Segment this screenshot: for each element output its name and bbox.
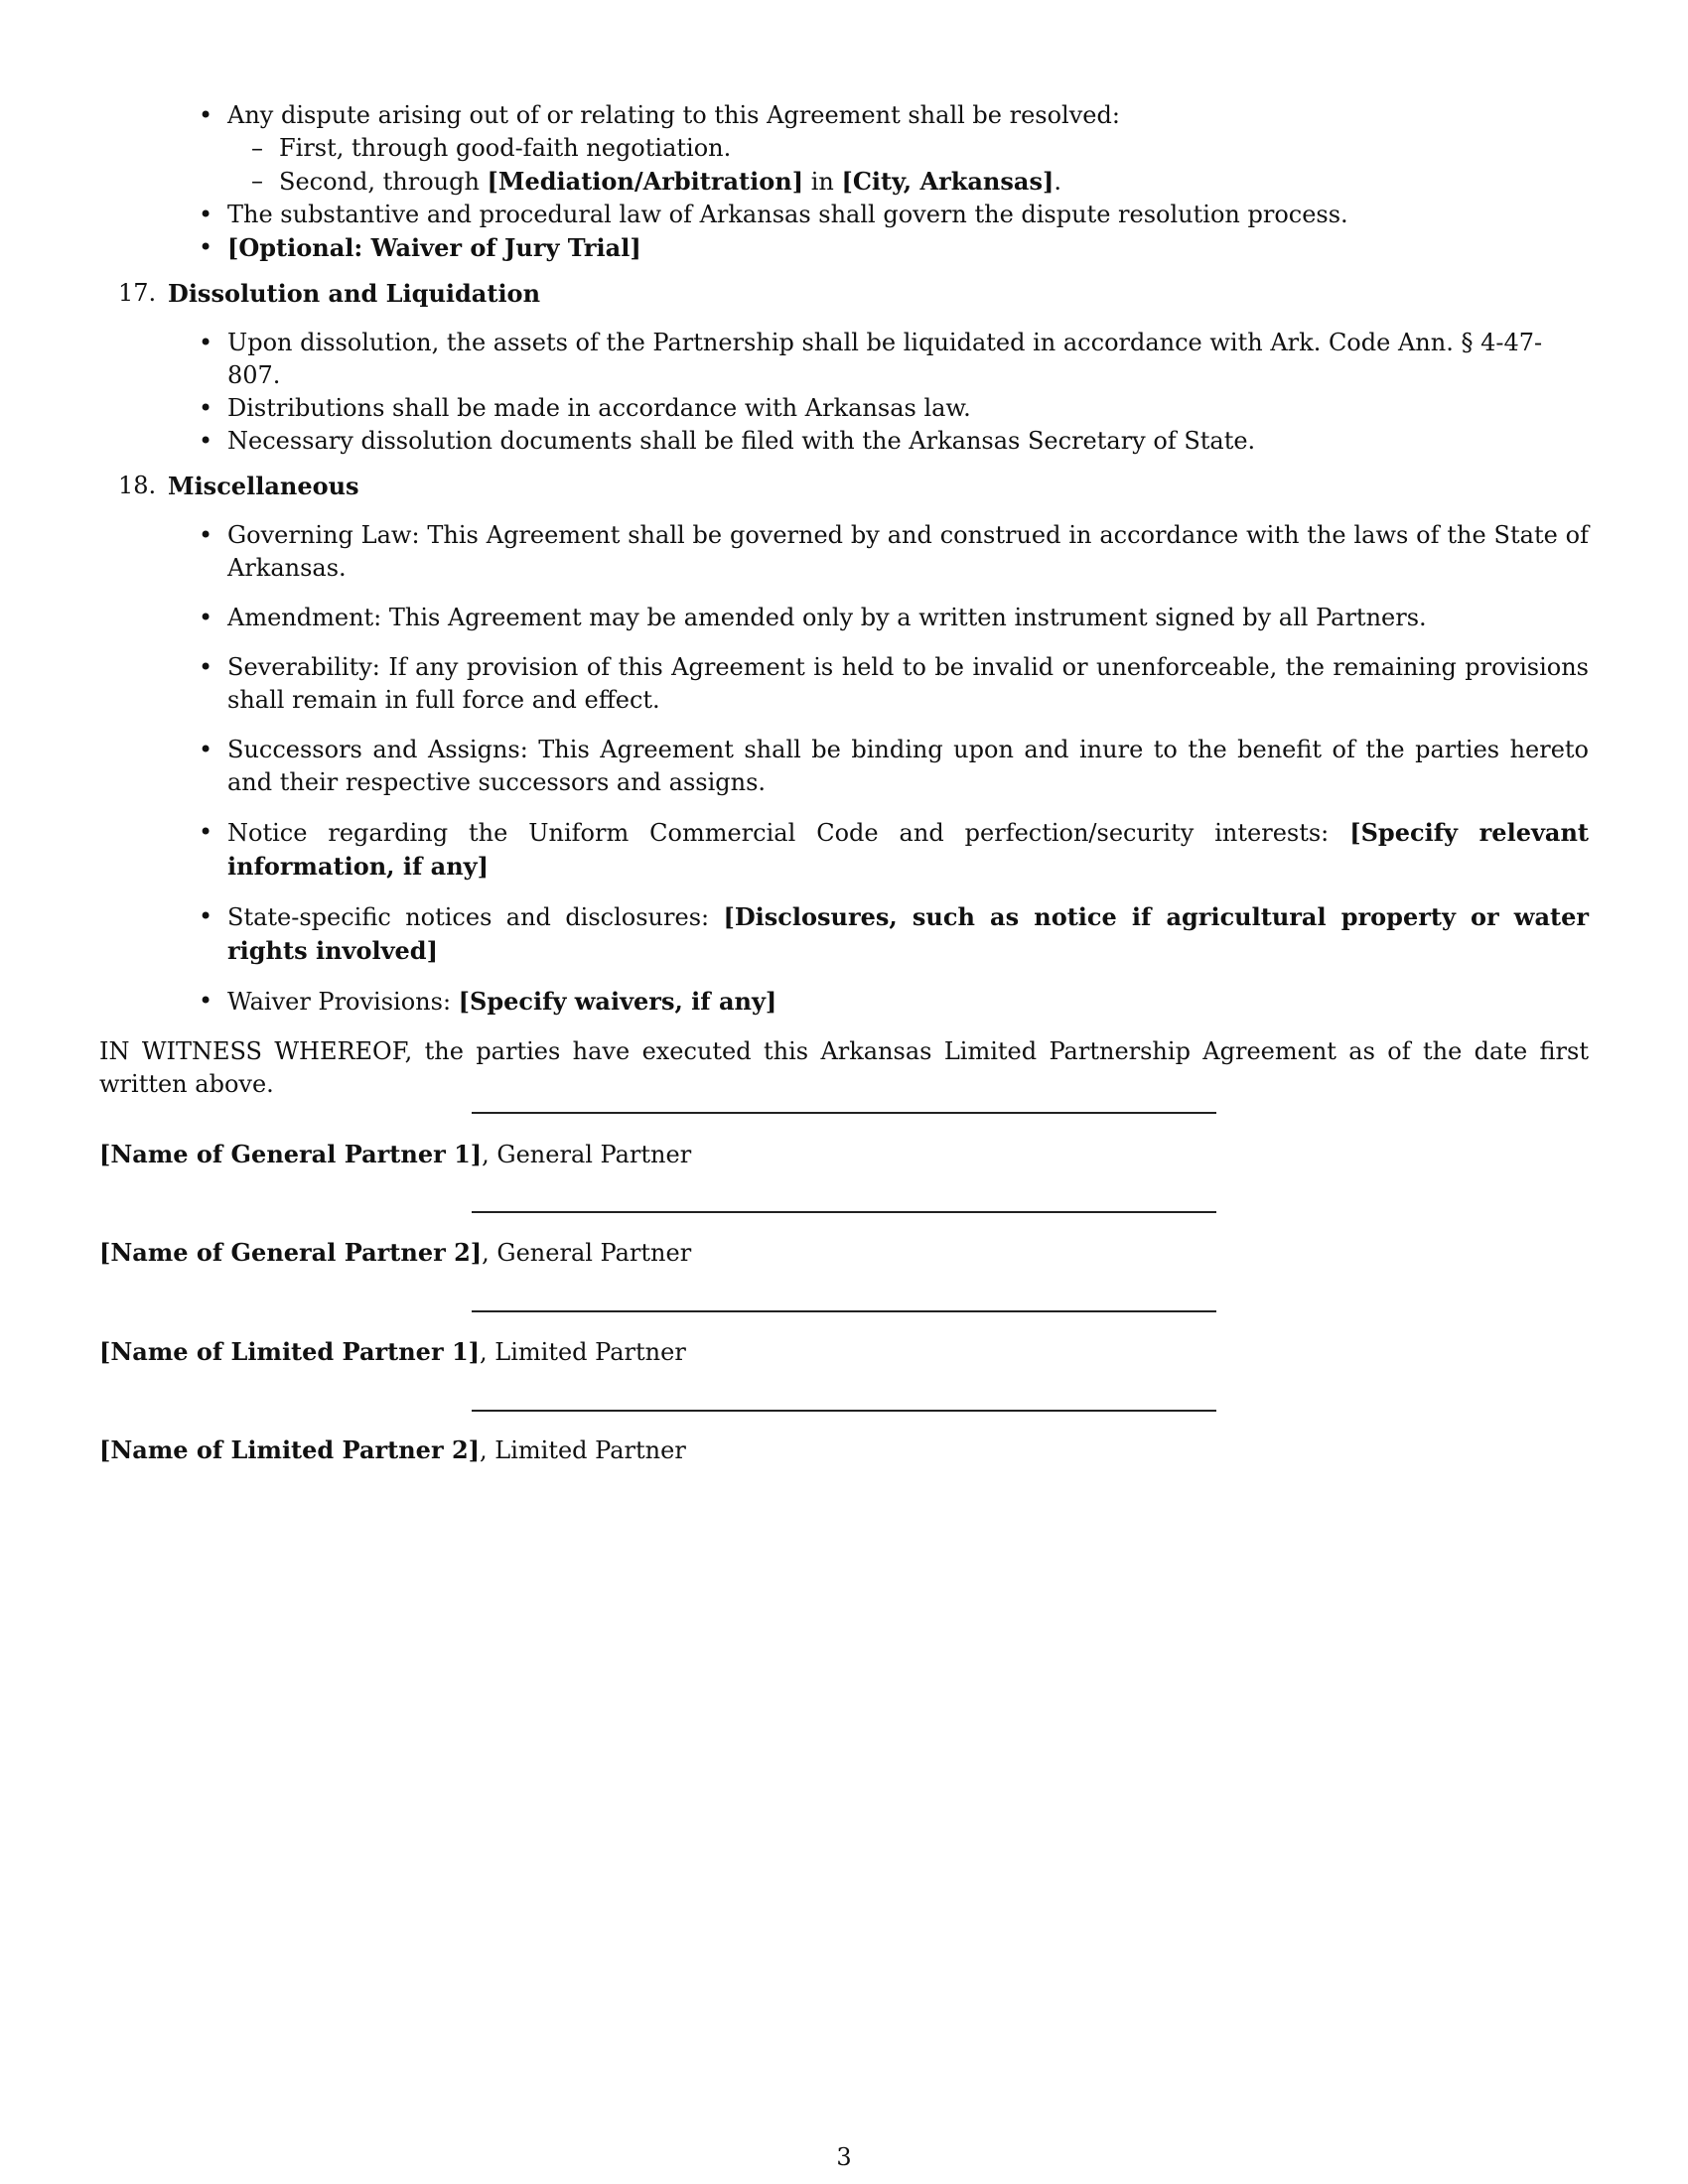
signatory-name: [Name of General Partner 2] (99, 1238, 483, 1267)
list-item-text: Necessary dissolution documents shall be filed with the Arkansas Secretary of State. (227, 427, 1256, 455)
signature-line (472, 1211, 1216, 1213)
list-item-text: Distributions shall be made in accordance with Arkansas law. (227, 394, 971, 422)
witness-paragraph: IN WITNESS WHEREOF, the parties have executed this Arkansas Limited Partnership Agreement as of the date first written above. (99, 1037, 1589, 1098)
signatory-general-partner-2 (99, 1236, 691, 1270)
placeholder-method: [Mediation/Arbitration] (487, 167, 804, 196)
signature-line (472, 1410, 1216, 1412)
placeholder-optional-waiver: [Optional: Waiver of Jury Trial] (227, 233, 641, 262)
list-item-text: First, through good-faith negotiation. (279, 134, 732, 162)
list-item-text: Amendment: This Agreement may be amended only by a written instrument signed by all Partners. (227, 604, 1427, 631)
placeholder-disclosures: [Disclosures, such as notice if agricultural property or water rights involved] (227, 902, 1590, 965)
list-item-text: Successors and Assigns: This Agreement shall be binding upon and inure to the benefit of the parties hereto and their respective successors and assigns. (227, 736, 1589, 796)
section-title: Miscellaneous (168, 472, 359, 500)
section-title: Dissolution and Liquidation (168, 279, 541, 308)
list-item-text: Any dispute arising out of or relating to this Agreement shall be resolved: (227, 101, 1120, 129)
signatory-role: , Limited Partner (480, 1338, 686, 1366)
list-item-text: Notice regarding the Uniform Commercial Code and perfection/security interests: (227, 819, 1350, 847)
list-item-text: Severability: If any provision of this Agreement is held to be invalid or unenforceable, the remaining provisions shall remain in full force and effect. (227, 653, 1589, 714)
signatory-limited-partner-1 (99, 1335, 686, 1369)
list-item-text: Upon dissolution, the assets of the Partnership shall be liquidated in accordance with Ark. Code Ann. § 4-47-807. (227, 329, 1543, 389)
signatory-limited-partner-2 (99, 1433, 686, 1467)
signatory-name: [Name of General Partner 1] (99, 1140, 483, 1168)
list-item-text: The substantive and procedural law of Arkansas shall govern the dispute resolution process. (227, 201, 1348, 228)
signature-line (472, 1112, 1216, 1114)
signatory-general-partner-1 (99, 1138, 691, 1171)
list-item-text: . (1054, 168, 1061, 196)
placeholder-waivers: [Specify waivers, if any] (458, 987, 777, 1016)
signature-line (472, 1310, 1216, 1312)
list-item-text: Governing Law: This Agreement shall be governed by and construed in accordance with the laws of the State of Arkansas. (227, 521, 1589, 582)
page-number: 3 (836, 2143, 852, 2171)
signatory-role: , Limited Partner (480, 1436, 686, 1464)
list-item-text: Second, through (279, 168, 488, 196)
signatory-role: , General Partner (482, 1239, 692, 1267)
signatory-name: [Name of Limited Partner 1] (99, 1337, 481, 1366)
signatory-name: [Name of Limited Partner 2] (99, 1435, 481, 1464)
placeholder-ucc: [Specify relevant information, if any] (227, 818, 1589, 881)
list-item-text: State-specific notices and disclosures: (227, 903, 724, 931)
placeholder-city: [City, Arkansas] (841, 167, 1055, 196)
list-item-text: Waiver Provisions: (227, 988, 459, 1016)
signature-block (99, 0, 1589, 2184)
signatory-role: , General Partner (482, 1141, 692, 1168)
list-item-text: in (803, 168, 842, 196)
section-number: 18. (118, 472, 157, 499)
section-number: 17. (118, 279, 157, 307)
